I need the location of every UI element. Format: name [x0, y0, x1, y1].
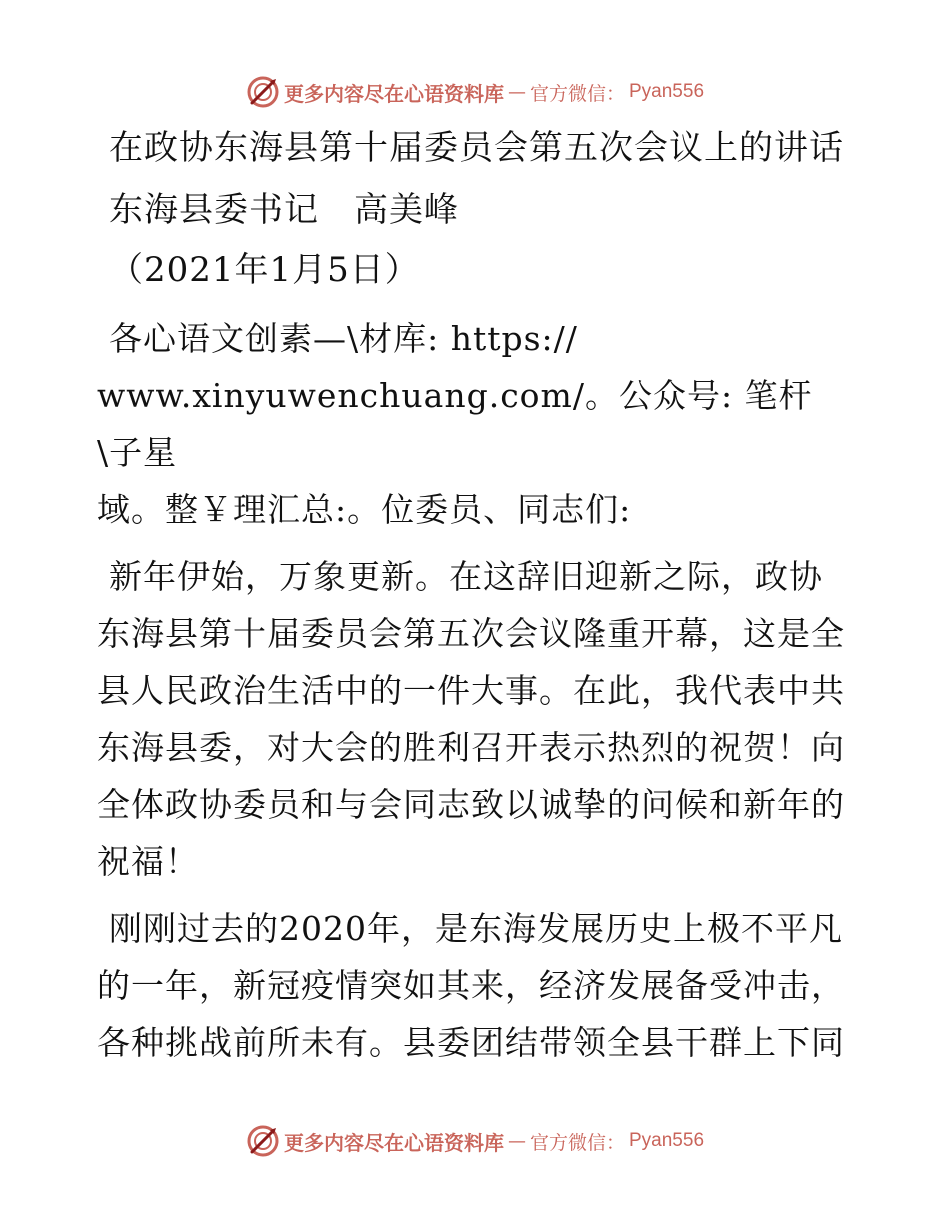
paragraph-line: 的一年，新冠疫情突如其来，经济发展备受冲击，: [97, 966, 845, 1005]
document-body: [97, 122, 857, 1071]
paragraph-2: [97, 900, 857, 1071]
pen-logo-icon: [246, 75, 280, 109]
watermark-wechat-id: Pyan556: [629, 1130, 705, 1151]
watermark-text: 更多内容尽在心语资料库: [283, 1130, 504, 1155]
watermark-separator: —: [507, 81, 526, 103]
paragraph-line: 东海县第十届委员会第五次会议隆重开幕，这是全: [97, 614, 845, 653]
paragraph-line: 新年伊始，万象更新。在这辞旧迎新之际，政协: [109, 557, 823, 596]
greeting-line: www.xinyuwenchuang.com/。公众号: 笔杆\子星: [97, 376, 813, 472]
document-title: 在政协东海县第十届委员会第五次会议上的讲话: [109, 128, 844, 168]
watermark-wechat-label: 官方微信：: [529, 82, 625, 105]
watermark-text: 更多内容尽在心语资料库: [283, 81, 504, 106]
watermark-header: [0, 72, 950, 112]
greeting-line: 各心语文创素—\材库: https://: [109, 319, 578, 358]
paragraph-1: [97, 548, 857, 890]
watermark-wechat-id: Pyan556: [629, 81, 705, 102]
paragraph-line: 县人民政治生活中的一件大事。在此，我代表中共: [97, 671, 845, 710]
watermark-separator: —: [507, 1130, 526, 1152]
greeting-paragraph: [97, 310, 857, 538]
paragraph-line: 祝福！: [97, 842, 199, 881]
document-author: 东海县委书记 高美峰: [109, 190, 459, 230]
paragraph-line: 东海县委，对大会的胜利召开表示热烈的祝贺！向: [97, 728, 845, 767]
watermark-footer: [0, 1121, 950, 1161]
paragraph-line: 各种挑战前所未有。县委团结带领全县干群上下同: [97, 1023, 845, 1062]
paragraph-line: 刚刚过去的2020年，是东海发展历史上极不平凡: [109, 909, 843, 948]
watermark-wechat-label: 官方微信：: [529, 1131, 625, 1154]
pen-logo-icon: [246, 1124, 280, 1158]
paragraph-line: 全体政协委员和与会同志致以诚挚的问候和新年的: [97, 785, 845, 824]
greeting-line: 域。整￥理汇总:。位委员、同志们:: [97, 490, 632, 529]
document-date: （2021年1月5日）: [109, 250, 420, 290]
